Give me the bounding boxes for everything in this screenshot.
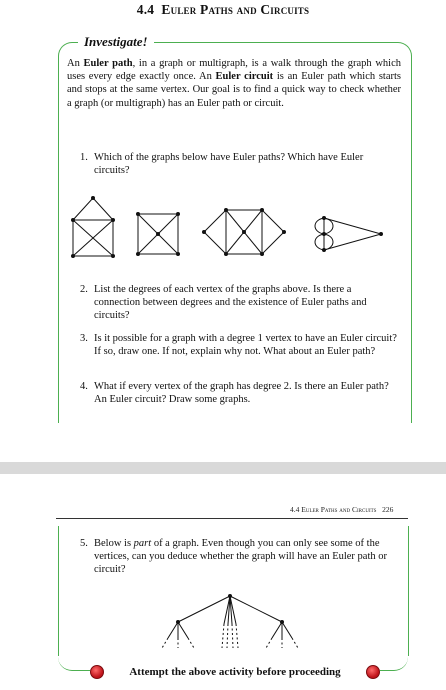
term-euler-circuit: Euler circuit bbox=[215, 71, 274, 83]
intro-text-1: An bbox=[67, 58, 84, 69]
term-euler-path: Euler path bbox=[83, 58, 133, 69]
q5-emphasis: part bbox=[133, 538, 152, 549]
q5-text-post: of a graph. Even though you can only see some of the vertices, can you deduce whether the graph will have an Euler path or circuit? bbox=[94, 538, 388, 575]
intro-text-3: is an Euler path which starts and stops at the same vertex. Our goal is to find a quick way to check whether a graph (or multigraph) has an Euler path or circuit. bbox=[67, 71, 401, 109]
partial-graph bbox=[150, 590, 310, 652]
attempt-left-dot-icon bbox=[90, 665, 104, 679]
question-5 bbox=[80, 537, 400, 576]
attempt-label: Attempt the above activity before proceeding bbox=[129, 666, 341, 678]
question-number: 3. bbox=[80, 333, 88, 344]
question-number: 5. bbox=[80, 538, 88, 549]
attempt-right-dot-icon bbox=[366, 665, 380, 679]
question-number: 4. bbox=[80, 381, 88, 392]
running-header bbox=[290, 505, 393, 514]
question-text: What if every vertex of the graph has degree 2. Is there an Euler path? An Euler circuit? Draw some graphs. bbox=[94, 381, 389, 405]
intro-text-2: , in a graph or multigraph, is a walk through the graph which uses every edge exactly once. An bbox=[67, 58, 401, 83]
question-2 bbox=[80, 283, 400, 322]
header-rule bbox=[56, 518, 408, 519]
q5-text-pre: Below is bbox=[94, 538, 134, 549]
investigate-title: Investigate! bbox=[78, 34, 154, 50]
attempt-banner bbox=[90, 660, 380, 684]
question-3 bbox=[80, 332, 400, 358]
section-number: 4.4 bbox=[136, 2, 155, 17]
question-text: Which of the graphs below have Euler paths? Which have Euler circuits? bbox=[94, 152, 364, 176]
question-number: 1. bbox=[80, 152, 88, 163]
question-number: 2. bbox=[80, 284, 88, 295]
page-number: 226 bbox=[382, 505, 394, 514]
question-text: List the degrees of each vertex of the graphs above. Is there a connection between degrees and the existence of Euler paths and circuits? bbox=[94, 284, 367, 321]
question-text: Is it possible for a graph with a degree 1 vertex to have an Euler circuit? If so, draw one. If not, explain why not. What about an Euler path? bbox=[94, 333, 397, 357]
section-name: Euler Paths and Circuits bbox=[161, 2, 310, 17]
graph-house-with-x bbox=[73, 198, 113, 256]
page-break bbox=[0, 462, 446, 474]
example-graphs bbox=[66, 196, 396, 266]
header-section-title: Euler Paths and Circuits bbox=[301, 505, 377, 514]
question-4 bbox=[80, 380, 400, 406]
question-1 bbox=[80, 151, 400, 177]
intro-paragraph bbox=[67, 57, 401, 110]
question-text bbox=[94, 537, 400, 576]
header-section-number: 4.4 bbox=[290, 505, 300, 514]
section-title bbox=[0, 2, 446, 18]
box-border-right bbox=[408, 526, 409, 656]
